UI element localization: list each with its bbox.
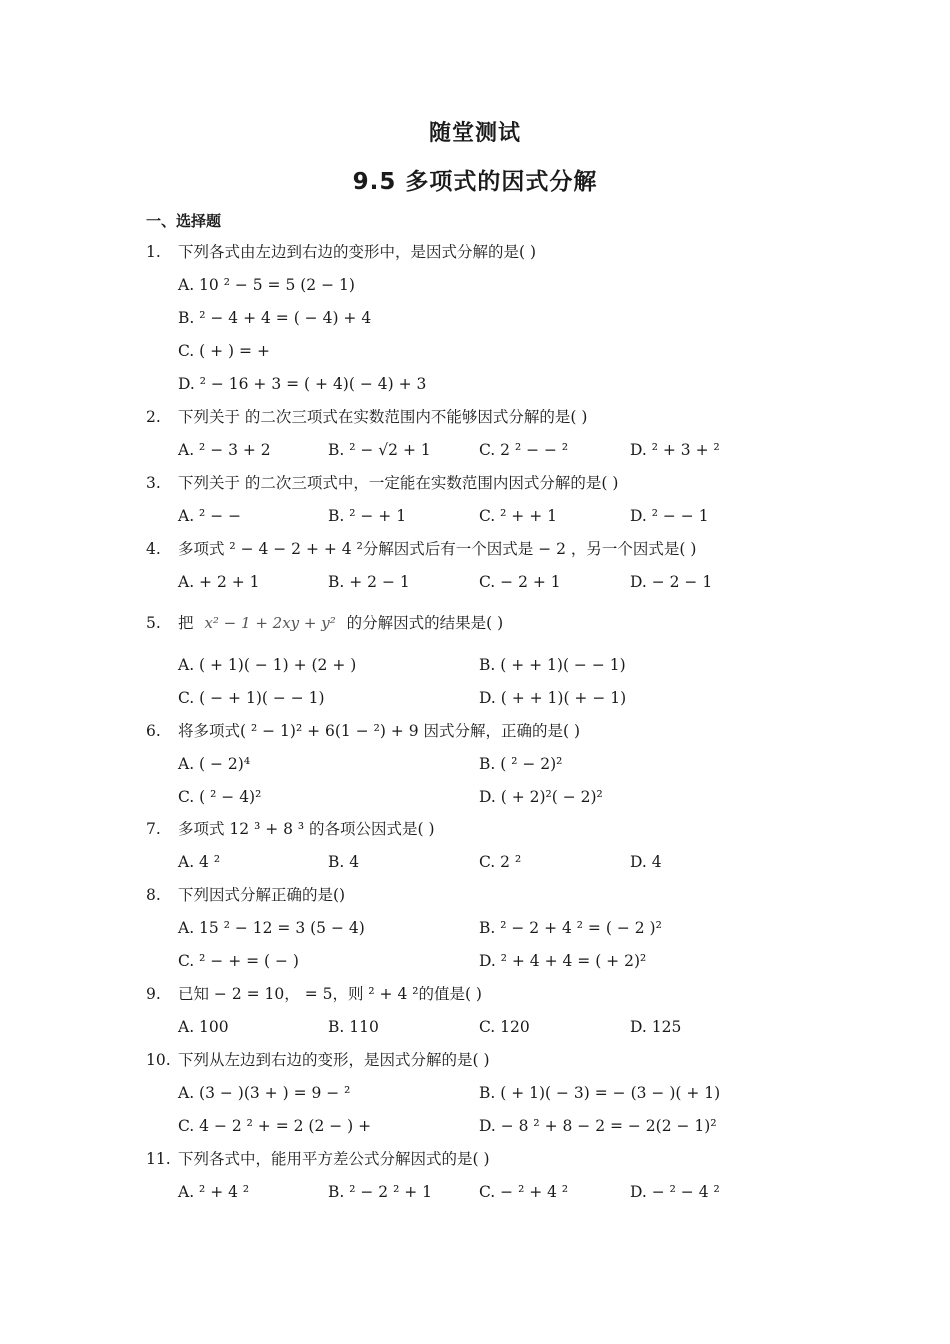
question-text: 下列从左边到右边的变形，是因式分解的是( ) xyxy=(178,1051,490,1069)
option-b: B. ² − 2 ² + 1 xyxy=(328,1183,433,1201)
option-d: D. ² − 16 + 3 = ( + 4)( − 4) + 3 xyxy=(178,375,427,393)
question-text: 将多项式( ² − 1)² + 6(1 − ²) + 9 因式分解，正确的是( ) xyxy=(178,722,581,740)
question-4 xyxy=(0,537,950,561)
question-number: 9. xyxy=(146,985,161,1003)
question-number: 4. xyxy=(146,540,161,558)
option-a: A. ( + 1)( − 1) + (2 + ) xyxy=(178,656,357,674)
question-number: 2. xyxy=(146,408,161,426)
question-number: 7. xyxy=(146,820,161,838)
option-d: D. 4 xyxy=(630,853,662,871)
option-b: B. 110 xyxy=(328,1018,379,1036)
section-header: 一、选择题 xyxy=(146,212,222,230)
option-c: C. − 2 + 1 xyxy=(479,573,561,591)
question-number: 5. xyxy=(146,614,161,632)
option-d: D. ( + 2)²( − 2)² xyxy=(479,788,603,806)
question-text: 下列各式中，能用平方差公式分解因式的是( ) xyxy=(178,1150,490,1168)
option-b: B. ² − + 1 xyxy=(328,507,407,525)
option-d: D. − ² − 4 ² xyxy=(630,1183,720,1201)
formula-image: x² − 1 + 2xy + y² xyxy=(204,614,336,632)
question-2 xyxy=(0,405,950,429)
option-c: C. ² + + 1 xyxy=(479,507,557,525)
question-text-after: 的分解因式的结果是( ) xyxy=(341,614,504,632)
option-b: B. ( ² − 2)² xyxy=(479,755,563,773)
question-number: 3. xyxy=(146,474,161,492)
option-a: A. ² − 3 + 2 xyxy=(178,441,271,459)
option-a: A. ² + 4 ² xyxy=(178,1183,250,1201)
option-c: C. ( − + 1)( − − 1) xyxy=(178,689,325,707)
option-a: A. 4 ² xyxy=(178,853,221,871)
option-d: D. − 2 − 1 xyxy=(630,573,713,591)
question-number: 8. xyxy=(146,886,161,904)
question-11 xyxy=(0,1147,950,1171)
question-1 xyxy=(0,240,950,264)
question-text: 下列因式分解正确的是() xyxy=(178,886,346,904)
option-c: C. ( + ) = + xyxy=(178,342,270,360)
option-c: C. − ² + 4 ² xyxy=(479,1183,569,1201)
option-a: A. 15 ² − 12 = 3 (5 − 4) xyxy=(178,919,365,937)
question-number: 1. xyxy=(146,243,161,261)
option-d: D. ² − − 1 xyxy=(630,507,709,525)
question-text: 下列关于 的二次三项式在实数范围内不能够因式分解的是( ) xyxy=(178,408,588,426)
question-text: 多项式 ² − 4 − 2 + + 4 ²分解因式后有一个因式是 − 2 ，另一个因式是( ) xyxy=(178,540,697,558)
option-c: C. 2 ² xyxy=(479,853,522,871)
option-a: A. 10 ² − 5 = 5 (2 − 1) xyxy=(178,276,355,294)
option-c: C. ² − + = ( − ) xyxy=(178,952,299,970)
question-text xyxy=(178,611,503,635)
question-7 xyxy=(0,817,950,841)
question-text: 多项式 12 ³ + 8 ³ 的各项公因式是( ) xyxy=(178,820,435,838)
question-6 xyxy=(0,719,950,743)
option-b: B. ( + 1)( − 3) = − (3 − )( + 1) xyxy=(479,1084,721,1102)
option-a: A. + 2 + 1 xyxy=(178,573,260,591)
question-5 xyxy=(0,611,950,635)
option-b: B. ² − 4 + 4 = ( − 4) + 4 xyxy=(178,309,372,327)
question-text: 下列各式由左边到右边的变形中，是因式分解的是( ) xyxy=(178,243,537,261)
question-text-before: 把 xyxy=(178,614,199,632)
option-a: A. ( − 2)⁴ xyxy=(178,755,251,773)
option-d: D. − 8 ² + 8 − 2 = − 2(2 − 1)² xyxy=(479,1117,717,1135)
question-text: 下列关于 的二次三项式中，一定能在实数范围内因式分解的是( ) xyxy=(178,474,619,492)
question-text: 已知 − 2 = 10， = 5，则 ² + 4 ²的值是( ) xyxy=(178,985,482,1003)
question-3 xyxy=(0,471,950,495)
option-d: D. ² + 4 + 4 = ( + 2)² xyxy=(479,952,647,970)
option-c: C. 120 xyxy=(479,1018,530,1036)
option-c: C. ( ² − 4)² xyxy=(178,788,262,806)
option-c: C. 4 − 2 ² + = 2 (2 − ) + xyxy=(178,1117,372,1135)
option-b: B. 4 xyxy=(328,853,360,871)
option-b: B. ( + + 1)( − − 1) xyxy=(479,656,626,674)
question-number: 6. xyxy=(146,722,161,740)
option-d: D. 125 xyxy=(630,1018,682,1036)
question-10 xyxy=(0,1048,950,1072)
option-a: A. ² − − xyxy=(178,507,242,525)
option-a: A. (3 − )(3 + ) = 9 − ² xyxy=(178,1084,351,1102)
option-d: D. ( + + 1)( + − 1) xyxy=(479,689,627,707)
option-b: B. ² − 2 + 4 ² = ( − 2 )² xyxy=(479,919,662,937)
page-title: 随堂测试 xyxy=(428,121,521,146)
question-8 xyxy=(0,883,950,907)
question-number: 10. xyxy=(146,1051,171,1069)
question-9 xyxy=(0,982,950,1006)
option-a: A. 100 xyxy=(178,1018,229,1036)
option-b: B. ² − √2 + 1 xyxy=(328,441,431,459)
option-d: D. ² + 3 + ² xyxy=(630,441,720,459)
question-number: 11. xyxy=(146,1150,171,1168)
option-b: B. + 2 − 1 xyxy=(328,573,410,591)
option-c: C. 2 ² − − ² xyxy=(479,441,569,459)
page-subtitle: 9.5 多项式的因式分解 xyxy=(352,169,598,195)
